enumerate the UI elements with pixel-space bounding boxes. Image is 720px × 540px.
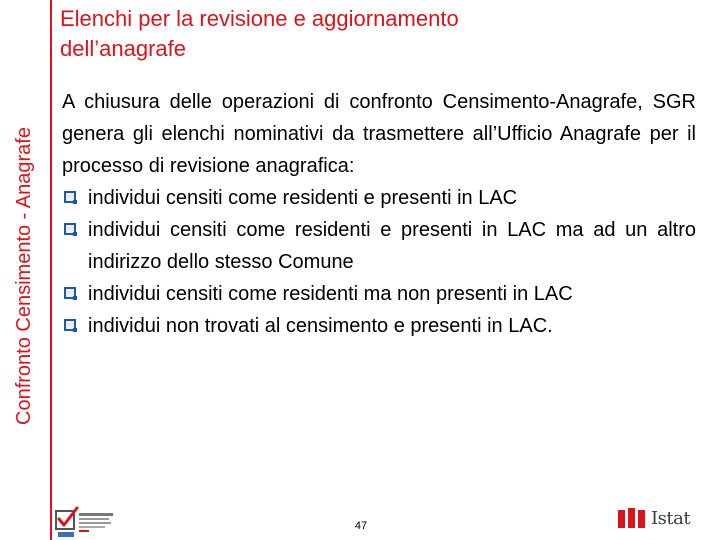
bullet-text: individui non trovati al censimento e presenti in LAC.: [88, 315, 553, 337]
slide-body: [62, 86, 696, 342]
bullet-item: [62, 278, 696, 310]
intro-paragraph: A chiusura delle operazioni di confronto Censimento-Anagrafe, SGR genera gli elenchi nominativi da trasmettere all’Ufficio Anagrafe per il processo di revisione anagrafica:: [62, 91, 696, 177]
bullet-text: individui censiti come residenti ma non presenti in LAC: [88, 283, 573, 305]
istat-logo-text: Istat: [651, 508, 691, 529]
istat-mark-icon: [618, 510, 645, 528]
sidebar-band: [0, 0, 52, 540]
bullet-text: individui censiti come residenti e presenti in LAC ma ad un altro indirizzo dello stesso Comune: [88, 219, 696, 273]
bullet-item: [62, 182, 696, 214]
checkbox-bullet-icon: [64, 319, 76, 331]
slide-title: [60, 4, 680, 64]
page-number: 47: [354, 520, 368, 532]
istat-logo: [618, 508, 690, 529]
bullet-text: individui censiti come residenti e presenti in LAC: [88, 187, 518, 209]
checkbox-bullet-icon: [64, 223, 76, 235]
slide-title-line-1: Elenchi per la revisione e aggiornamento: [60, 6, 459, 31]
bullet-item: [62, 214, 696, 278]
checkbox-bullet-icon: [64, 191, 76, 203]
slide-title-line-2: dell’anagrafe: [60, 36, 186, 61]
bullet-list: [62, 182, 696, 342]
checkbox-bullet-icon: [64, 287, 76, 299]
bullet-item: [62, 310, 696, 342]
sidebar-label: Confronto Censimento - Anagrafe: [13, 127, 35, 425]
census-logo: [55, 505, 119, 539]
